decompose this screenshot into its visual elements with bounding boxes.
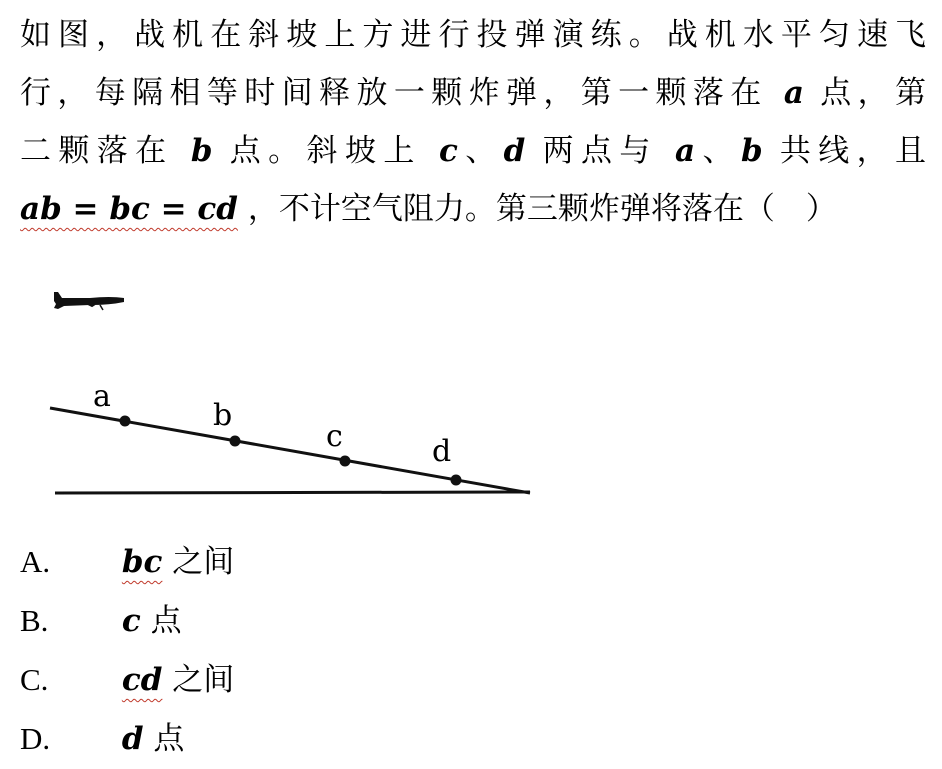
- option-letter: D.: [20, 721, 51, 756]
- option-a[interactable]: [20, 532, 234, 591]
- math-var-b: b: [740, 133, 763, 169]
- option-content: [122, 651, 234, 710]
- question-text: [20, 6, 926, 238]
- airplane-icon: [54, 292, 124, 310]
- question-text-segment: 共线，且: [779, 133, 927, 169]
- math-equation: ab = bc = cd: [20, 191, 238, 227]
- question-line-3: [20, 122, 926, 180]
- label-b: b: [213, 398, 233, 433]
- math-var-a: a: [675, 133, 696, 169]
- option-letter: C.: [20, 662, 49, 697]
- option-content: [122, 592, 182, 651]
- question-text-segment: 两点与: [542, 133, 658, 169]
- math-var-group-cd: [439, 133, 525, 169]
- math-var-group-ab: [675, 133, 763, 169]
- option-d[interactable]: [20, 709, 234, 768]
- option-content: [122, 710, 185, 769]
- separator: 、: [695, 133, 741, 169]
- option-b[interactable]: [20, 591, 234, 650]
- math-var-bc: bc: [121, 544, 163, 580]
- option-text: 之间: [172, 544, 235, 580]
- option-text: 点: [150, 603, 182, 639]
- slope-figure: [40, 272, 540, 507]
- question-line-4: [20, 180, 926, 238]
- question-line-1: 如图，战机在斜坡上方进行投弹演练。战机水平匀速飞: [20, 17, 926, 53]
- question-text-segment: ，不计空气阻力。第三颗炸弹将落在（ ）: [247, 191, 837, 227]
- option-text: 点: [153, 721, 185, 757]
- math-var-c: c: [438, 133, 458, 169]
- separator: 、: [457, 133, 504, 169]
- math-var-cd: cd: [121, 662, 163, 698]
- math-var-d: d: [121, 721, 144, 757]
- label-d: d: [432, 434, 452, 469]
- question-text-segment: 行，每隔相等时间释放一颗炸弹，第一颗落在: [20, 75, 768, 111]
- point-a: [120, 416, 131, 427]
- label-a: a: [93, 379, 111, 414]
- math-var-a: a: [783, 75, 804, 111]
- question-text-segment: 二颗落在: [20, 133, 174, 169]
- math-var-d: d: [503, 133, 526, 169]
- question-line-2: [20, 64, 926, 122]
- option-text: 之间: [172, 662, 235, 698]
- point-c: [340, 456, 351, 467]
- question-text-segment: 点。斜坡上: [229, 133, 422, 169]
- option-letter: A.: [20, 544, 51, 579]
- point-d: [451, 475, 462, 486]
- label-c: c: [326, 419, 343, 454]
- math-var-b: b: [190, 133, 213, 169]
- option-content: [122, 533, 234, 592]
- math-var-c: c: [121, 603, 141, 639]
- question-text-segment: 点，第: [820, 75, 927, 111]
- ground-line: [55, 492, 530, 493]
- option-c[interactable]: [20, 650, 234, 709]
- option-letter: B.: [20, 603, 49, 638]
- point-b: [230, 436, 241, 447]
- answer-options: [20, 532, 234, 768]
